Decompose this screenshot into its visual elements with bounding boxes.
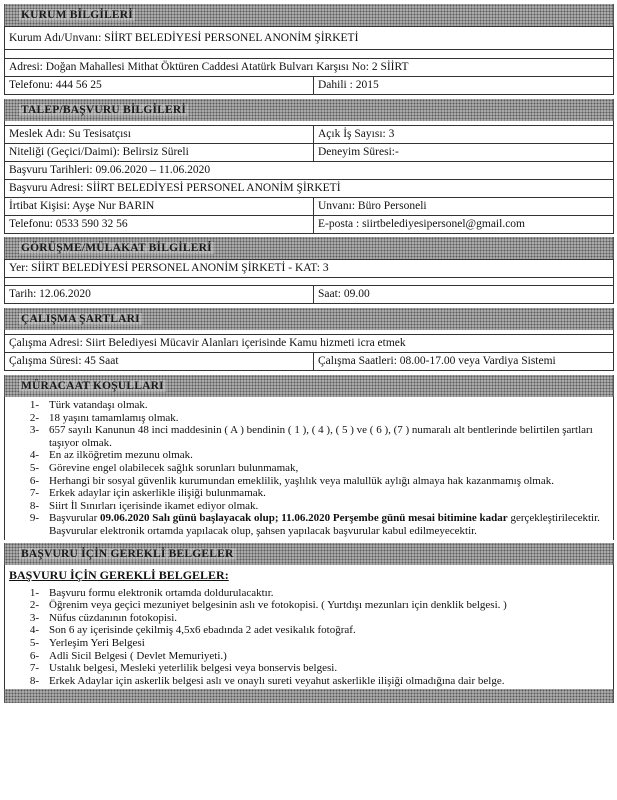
section-muracaat-header: MÜRACAAT KOŞULLARI	[4, 375, 614, 397]
item-text: Görevine engel olabilecek sağlık sorunları bulunmamak,	[49, 461, 299, 474]
item9-prefix: Başvurular	[49, 512, 101, 525]
item-text: Erkek Adaylar için askerlik belgesi aslı ve onaylı sureti veyahut askerlikle ilişiği olmadığına dair belge.	[49, 674, 505, 687]
calisma-adresi: Çalışma Adresi: Siirt Belediyesi Mücavir Alanları içerisinde Kamu hizmeti icra etmek	[9, 337, 406, 349]
mulakat-yer-row	[4, 259, 614, 278]
section-mulakat-header: GÖRÜŞME/MÜLAKAT BİLGİLERİ	[4, 237, 614, 259]
item-text: Öğrenim veya geçici mezuniyet belgesinin aslı ve fotokopisi. ( Yurtdışı mezunları için denklik belgesi. )	[49, 599, 507, 612]
belgeler-list	[4, 585, 614, 690]
kurum-telefon: Telefonu: 444 56 25	[9, 79, 102, 91]
list-item	[5, 512, 613, 537]
irtibat-unvan: Unvanı: Büro Personeli	[313, 198, 613, 215]
item-number: 6-	[29, 474, 39, 487]
item-text: 657 sayılı Kanunun 48 inci maddesinin ( A ) bendinin ( 1 ), ( 4 ), ( 5 ) ve ( 6 ), (7 ) numaralı alt bentlerinde belirtilen şartları taşıyor olmak.	[49, 424, 593, 449]
item-number: 9-	[29, 512, 39, 525]
item-text: En az ilköğretim mezunu olmak.	[49, 449, 193, 462]
irtibat-kisisi: İrtibat Kişisi: Ayşe Nur BARIN	[9, 200, 155, 212]
iletisim-row	[4, 216, 614, 234]
item-number: 4-	[29, 449, 39, 462]
talep-eposta: E-posta : siirtbelediyesipersonel@gmail.com	[313, 216, 613, 233]
kurum-adi-row	[4, 26, 614, 50]
basvuru-tarihleri: Başvuru Tarihleri: 09.06.2020 – 11.06.2020	[9, 164, 211, 176]
list-item	[5, 449, 613, 462]
meslek-adi: Meslek Adı: Su Tesisatçısı	[9, 128, 131, 140]
item-text: Yerleşim Yeri Belgesi	[49, 636, 145, 649]
list-item	[5, 624, 613, 637]
kurum-telefon-row	[4, 77, 614, 95]
list-item	[5, 675, 613, 688]
list-item	[5, 424, 613, 449]
item-number: 5-	[29, 636, 39, 649]
basvuru-adres-row	[4, 180, 614, 198]
spacer-row	[4, 50, 614, 58]
item9-suffix: gerçekleştirilecektir. Başvurular elektronik ortamda yapılacak olup, şahsen yapılacak başvurular kabul edilmeyecektir.	[49, 512, 600, 537]
basvuru-adresi: Başvuru Adresi: SİİRT BELEDİYESİ PERSONEL ANONİM ŞİRKETİ	[9, 182, 341, 194]
bottom-band	[4, 689, 614, 703]
item-text: Siirt İl Sınırları içerisinde ikamet ediyor olmak.	[49, 499, 259, 512]
list-item	[5, 475, 613, 488]
list-item	[5, 587, 613, 600]
item-number: 3-	[29, 424, 39, 437]
item-number: 1-	[29, 586, 39, 599]
item-text: Nüfus cüzdanının fotokopisi.	[49, 611, 178, 624]
item-number: 3-	[29, 611, 39, 624]
item9-bold-dates: 09.06.2020 Salı günü başlayacak olup; 11.06.2020 Perşembe günü mesai bitimine kadar	[100, 512, 508, 525]
document-page	[4, 0, 614, 703]
item-number: 7-	[29, 487, 39, 500]
section-talep-header: TALEP/BAŞVURU BİLGİLERİ	[4, 99, 614, 121]
calisma-suresi: Çalışma Süresi: 45 Saat	[9, 355, 119, 367]
list-item	[5, 637, 613, 650]
item-number: 1-	[29, 399, 39, 411]
item-text: Başvuru formu elektronik ortamda doldurulacaktır.	[49, 586, 274, 599]
item-number: 5-	[29, 461, 39, 474]
meslek-row	[4, 125, 614, 144]
item-number: 4-	[29, 624, 39, 637]
calisma-saatleri: Çalışma Saatleri: 08.00-17.00 veya Vardiya Sistemi	[313, 353, 613, 370]
list-item	[5, 487, 613, 500]
belgeler-subtitle: BAŞVURU İÇİN GEREKLİ BELGELER:	[4, 565, 614, 585]
kurum-dahili: Dahili : 2015	[313, 77, 613, 94]
item-number: 8-	[29, 499, 39, 512]
nitelik-row	[4, 144, 614, 162]
item-number: 7-	[29, 662, 39, 675]
item-text: Son 6 ay içerisinde çekilmiş 4,5x6 ebadında 2 adet vesikalık fotoğraf.	[49, 624, 356, 637]
mulakat-yer: Yer: SİİRT BELEDİYESİ PERSONEL ANONİM ŞİRKETİ - KAT: 3	[9, 262, 329, 274]
section-kurum-header: KURUM BİLGİLERİ	[4, 4, 614, 26]
talep-telefon: Telefonu: 0533 590 32 56	[9, 218, 128, 230]
item-text: Herhangi bir sosyal güvenlik kurumundan emeklilik, yaşlılık veya malullük aylığı almaya hak kazanmamış olmak.	[49, 474, 554, 487]
list-item	[5, 462, 613, 475]
list-item	[5, 599, 613, 612]
calisma-sure-row	[4, 353, 614, 371]
deneyim-suresi: Deneyim Süresi:-	[313, 144, 613, 161]
list-item	[5, 650, 613, 663]
list-item	[5, 662, 613, 675]
kurum-adres: Adresi: Doğan Mahallesi Mithat Öktüren Caddesi Atatürk Bulvarı Karşısı No: 2 SİİRT	[9, 61, 409, 73]
item-number: 2-	[29, 599, 39, 612]
kurum-adres-row	[4, 58, 614, 77]
section-belgeler-header: BAŞVURU İÇİN GEREKLİ BELGELER	[4, 543, 614, 565]
item-text	[49, 512, 613, 537]
item-text: Erkek adaylar için askerlikle ilişiği bulunmamak.	[49, 487, 266, 500]
item-text: Ustalık belgesi, Mesleki yeterlilik belgesi veya bonservis belgesi.	[49, 662, 338, 675]
mulakat-tarih-row	[4, 285, 614, 304]
acik-is-sayisi: Açık İş Sayısı: 3	[313, 126, 613, 143]
list-item	[5, 500, 613, 513]
niteligi: Niteliği (Geçici/Daimi): Belirsiz Süreli	[9, 146, 189, 158]
list-item	[5, 412, 613, 425]
item-number: 8-	[29, 674, 39, 687]
basvuru-tarih-row	[4, 162, 614, 180]
irtibat-row	[4, 198, 614, 216]
item-text: Adli Sicil Belgesi ( Devlet Memuriyeti.)	[49, 649, 227, 662]
mulakat-tarih: Tarih: 12.06.2020	[9, 288, 91, 300]
item-number: 2-	[29, 411, 39, 424]
item-text: Türk vatandaşı olmak.	[49, 399, 148, 411]
spacer-row	[4, 278, 614, 285]
item-text: 18 yaşını tamamlamış olmak.	[49, 411, 179, 424]
item-number: 6-	[29, 649, 39, 662]
muracaat-list	[4, 397, 614, 540]
mulakat-saat: Saat: 09.00	[313, 286, 613, 303]
calisma-adres-row	[4, 334, 614, 353]
list-item	[5, 612, 613, 625]
kurum-adi: Kurum Adı/Unvanı: SİİRT BELEDİYESİ PERSONEL ANONİM ŞİRKETİ	[9, 32, 359, 44]
section-calisma-header: ÇALIŞMA ŞARTLARI	[4, 308, 614, 330]
list-item	[5, 399, 613, 412]
